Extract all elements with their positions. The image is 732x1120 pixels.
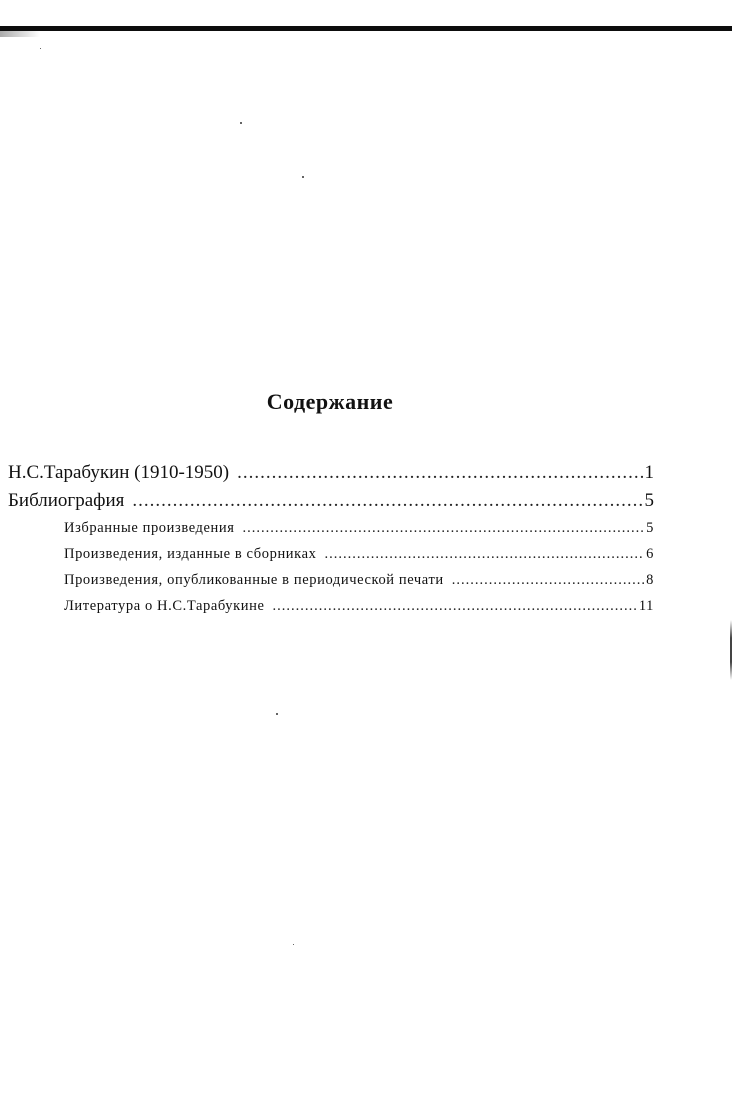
toc-entry-page: 1 bbox=[644, 462, 654, 483]
scan-corner-shadow bbox=[0, 31, 40, 37]
toc-subentry[interactable] bbox=[8, 520, 654, 546]
toc-title: Содержание bbox=[266, 388, 394, 414]
toc-entry-label: Библиография bbox=[8, 490, 125, 511]
table-of-contents bbox=[8, 462, 654, 624]
dot-leader bbox=[243, 520, 645, 537]
scan-speck bbox=[40, 48, 41, 49]
dot-leader bbox=[324, 546, 644, 563]
toc-entry-label: Литература о Н.С.Тарабукине bbox=[64, 598, 265, 614]
scan-speck bbox=[240, 122, 242, 124]
dot-leader bbox=[132, 490, 642, 512]
toc-subentry[interactable] bbox=[8, 572, 654, 598]
toc-entry[interactable] bbox=[8, 462, 654, 490]
scan-top-border bbox=[0, 26, 732, 31]
toc-entry[interactable] bbox=[8, 490, 654, 518]
dot-leader bbox=[237, 462, 642, 484]
toc-entry-label: Произведения, изданные в сборниках bbox=[64, 546, 317, 562]
toc-subentry[interactable] bbox=[8, 598, 654, 624]
scan-speck bbox=[293, 944, 294, 945]
toc-entry-page: 8 bbox=[646, 572, 654, 588]
toc-entry-page: 6 bbox=[646, 546, 654, 562]
toc-entry-label: Произведения, опубликованные в периодической печати bbox=[64, 572, 444, 588]
toc-entry-page: 5 bbox=[644, 490, 654, 511]
dot-leader bbox=[273, 598, 637, 615]
toc-entry-label: Избранные произведения bbox=[64, 520, 235, 536]
toc-entry-label: Н.С.Тарабукин (1910-1950) bbox=[8, 462, 230, 483]
scan-speck bbox=[302, 176, 304, 178]
toc-entry-page: 5 bbox=[646, 520, 654, 536]
scan-speck bbox=[276, 713, 278, 715]
toc-entry-page: 11 bbox=[638, 598, 654, 614]
dot-leader bbox=[452, 572, 644, 589]
toc-subentry[interactable] bbox=[8, 546, 654, 572]
